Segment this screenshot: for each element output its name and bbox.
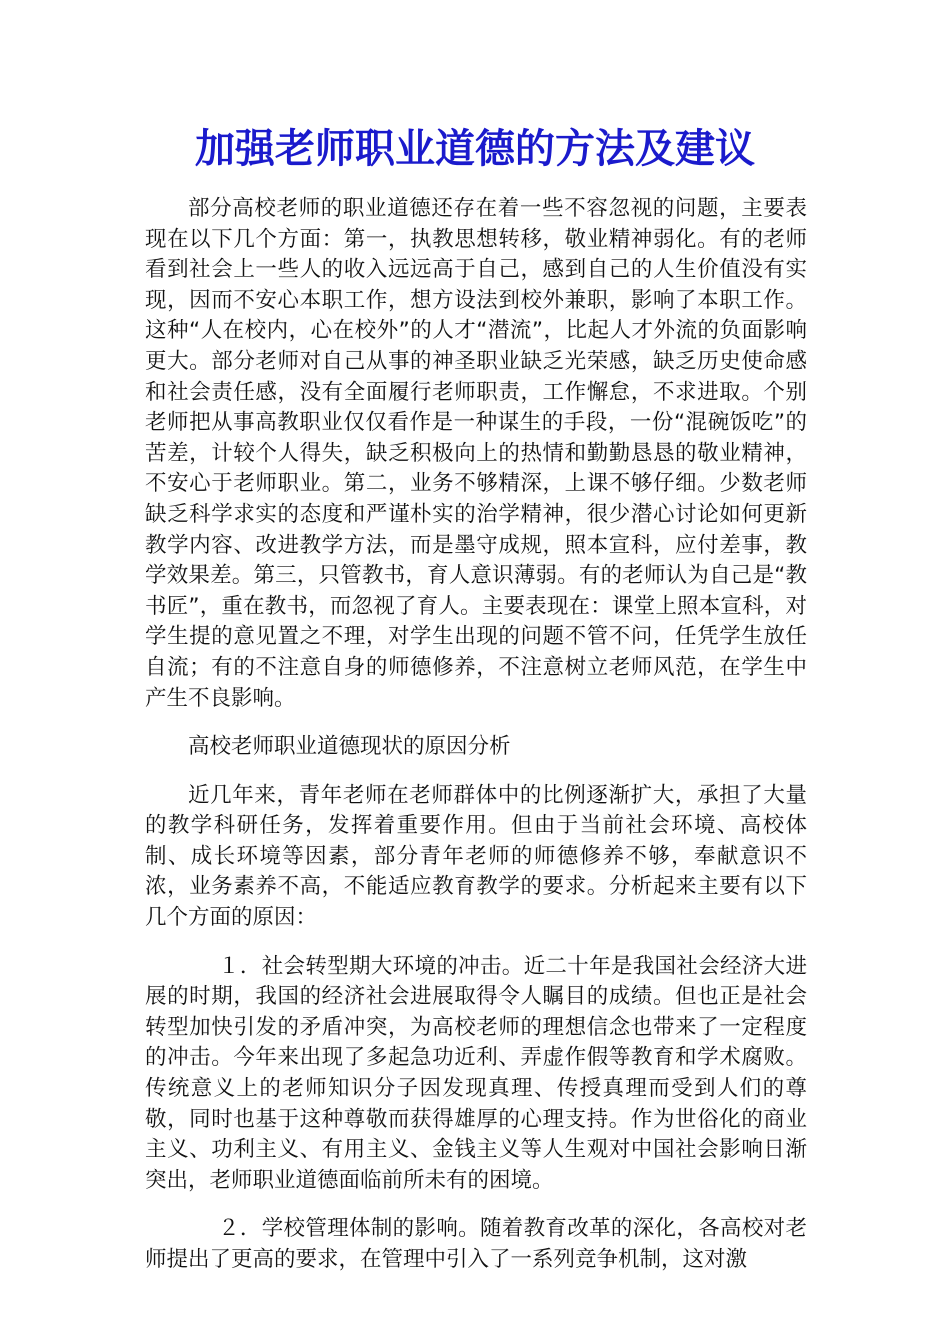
paragraph-cause-1: １．社会转型期大环境的冲击。近二十年是我国社会经济大进展的时期，我国的经济社会进展取得令人瞩目的成绩。但也正是社会转型加快引发的矛盾冲突，为高校老师的理想信念也带来了一定程度的冲击。今年来出现了多起急功近利、弄虚作假等教育和学术腐败。传统意义上的老师知识分子因发现真理、传授真理而受到人们的尊敬，同时也基于这种尊敬而获得雄厚的心理支持。作为世俗化的商业主义、功利主义、有用主义、金钱主义等人生观对中国社会影响日渐突出，老师职业道德面临前所未有的困境。 — [145, 953, 807, 1193]
paragraph-cause-2: ２．学校管理体制的影响。随着教育改革的深化，各高校对老师提出了更高的要求，在管理中引入了一系列竞争机制，这对激 — [145, 1216, 807, 1272]
paragraph-problems: 部分高校老师的职业道德还存在着一些不容忽视的问题，主要表现在以下几个方面：第一，执教思想转移，敬业精神弱化。有的老师看到社会上一些人的收入远远高于自己，感到自己的人生价值没有实现，因而不安心本职工作，想方设法到校外兼职，影响了本职工作。这种“人在校内，心在校外”的人才“潜流”，比起人才外流的负面影响更大。部分老师对自己从事的神圣职业缺乏光荣感，缺乏历史使命感和社会责任感，没有全面履行老师职责，工作懈怠，不求进取。个别老师把从事高教职业仅仅看作是一种谋生的手段，一份“混碗饭吃”的苦差，计较个人得失，缺乏积极向上的热情和勤勤恳恳的敬业精神，不安心于老师职业。第二，业务不够精深，上课不够仔细。少数老师缺乏科学求实的态度和严谨朴实的治学精神，很少潜心讨论如何更新教学内容、改进教学方法，而是墨守成规，照本宣科，应付差事，教学效果差。第三，只管教书，育人意识薄弱。有的老师认为自己是“教书匠”，重在教书，而忽视了育人。主要表现在：课堂上照本宣科，对学生提的意见置之不理，对学生出现的问题不管不问，任凭学生放任自流；有的不注意自身的师德修养，不注意树立老师风范，在学生中产生不良影响。 — [145, 196, 807, 711]
section-heading-causes: 高校老师职业道德现状的原因分析 — [188, 734, 511, 760]
document-title: 加强老师职业道德的方法及建议 — [195, 125, 755, 172]
document-body — [145, 194, 807, 1294]
paragraph-causes-intro: 近几年来，青年老师在老师群体中的比例逐渐扩大，承担了大量的教学科研任务，发挥着重要作用。但由于当前社会环境、高校体制、成长环境等因素，部分青年老师的师德修养不够，奉献意识不浓，业务素养不高，不能适应教育教学的要求。分析起来主要有以下几个方面的原因： — [145, 782, 807, 931]
